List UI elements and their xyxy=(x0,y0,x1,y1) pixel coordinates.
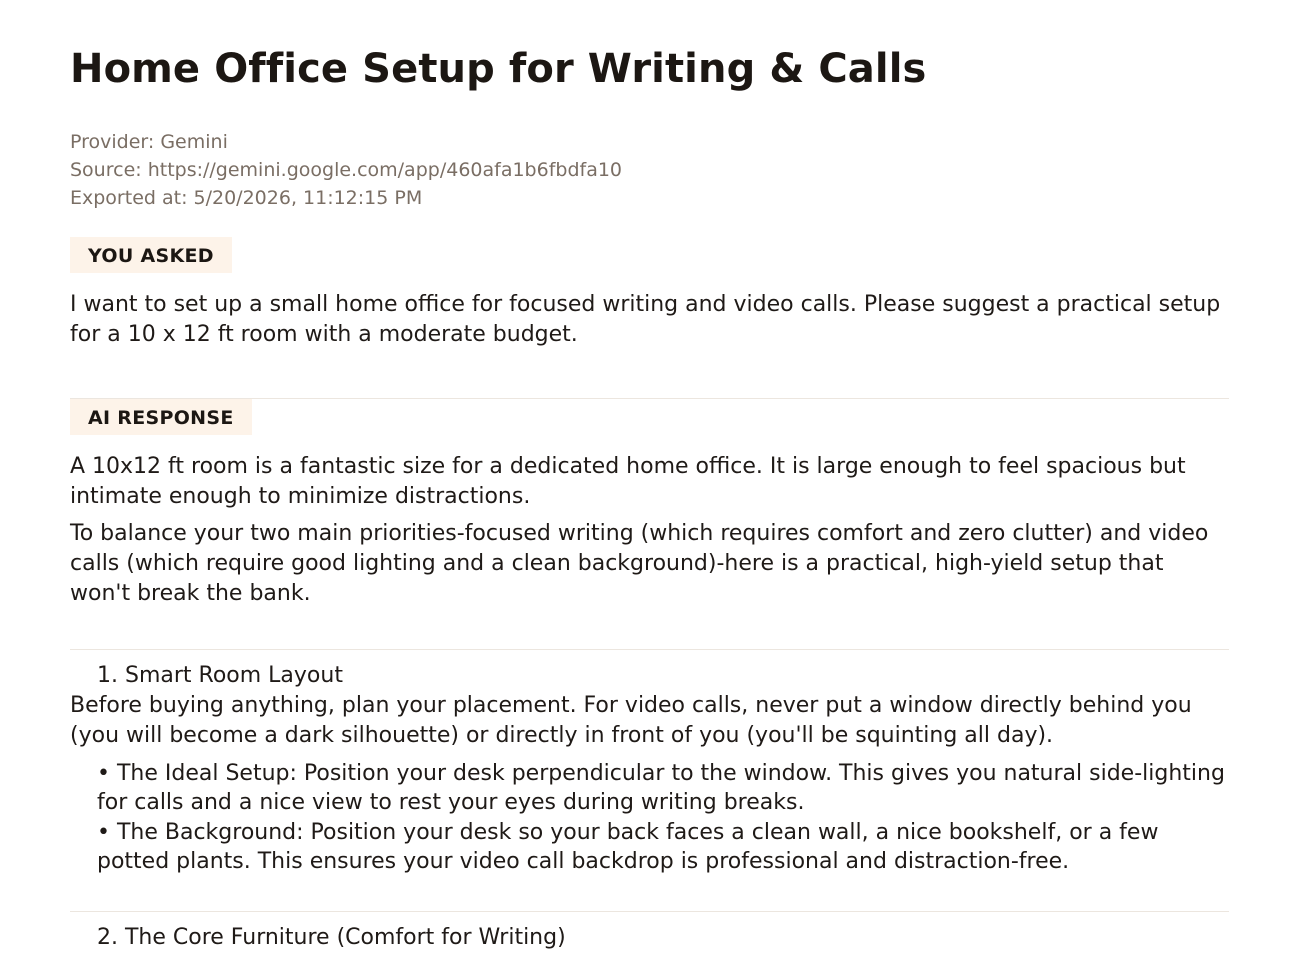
you-asked-label: YOU ASKED xyxy=(70,237,232,273)
section-body-layout: Before buying anything, plan your placement. For video calls, never put a window directly behind you (you will become a dark silhouette) or directly in front of you (you'll be squinting all day). xyxy=(70,693,1192,748)
section-heading-layout: 1. Smart Room Layout xyxy=(97,663,343,688)
response-intro-2: To balance your two main priorities-focused writing (which requires comfort and zero clutter) and video calls (which require good lighting and a clean background)-here is a practical, high-yield setup that won't break the bank. xyxy=(70,521,1209,606)
source-line[interactable]: Source: https://gemini.google.com/app/460afa1b6fbdfa10 xyxy=(70,159,623,181)
exported-line: Exported at: 5/20/2026, 11:12:15 PM xyxy=(70,187,423,209)
bullet-ideal-setup: • The Ideal Setup: Position your desk perpendicular to the window. This gives you natural side-lighting for calls and a nice view to rest your eyes during writing breaks. xyxy=(97,761,1225,815)
provider-line: Provider: Gemini xyxy=(70,131,228,153)
section-heading-furniture: 2. The Core Furniture (Comfort for Writing) xyxy=(97,925,566,950)
ai-response-label: AI RESPONSE xyxy=(70,399,252,435)
question-text: I want to set up a small home office for focused writing and video calls. Please suggest a practical setup for a 10 x 12 ft room with a moderate budget. xyxy=(70,292,1221,347)
export-metadata xyxy=(70,128,622,212)
bullet-background: • The Background: Position your desk so your back faces a clean wall, a nice bookshelf, or a few potted plants. This ensures your video call backdrop is professional and distraction-free. xyxy=(97,820,1159,874)
page-title: Home Office Setup for Writing & Calls xyxy=(70,46,927,92)
divider xyxy=(70,649,1229,650)
response-intro-1: A 10x12 ft room is a fantastic size for a dedicated home office. It is large enough to feel spacious but intimate enough to minimize distractions. xyxy=(70,454,1186,509)
divider xyxy=(70,911,1229,912)
